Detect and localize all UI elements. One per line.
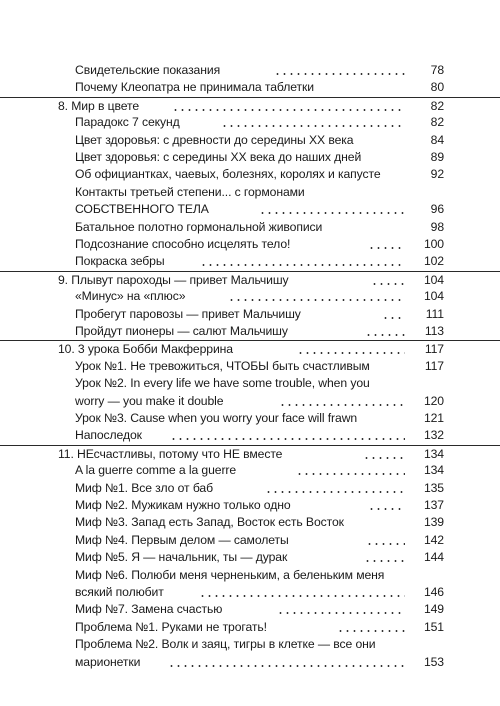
dot-leader — [259, 212, 405, 214]
page-number: 146 — [423, 584, 444, 599]
page-number: 139 — [423, 515, 444, 530]
page-number: 149 — [423, 602, 444, 617]
toc-chapter[interactable] — [0, 271, 500, 289]
entry-title: 9. Плывут пароходы — привет Мальчишу — [58, 272, 289, 287]
toc-entry[interactable] — [0, 375, 500, 410]
page-number: 134 — [423, 446, 444, 461]
toc-entry[interactable] — [0, 132, 500, 149]
entry-title: A la guerre comme a la guerre — [75, 463, 237, 478]
page-number: 144 — [423, 550, 444, 565]
entry-title: Проблема №2. Волк и заяц, тигры в клетке — все они — [75, 637, 376, 652]
toc-entry[interactable] — [0, 532, 500, 549]
entry-title: Контакты третьей степени... с гормонами — [75, 184, 305, 199]
entry-title: Цвет здоровья: с древности до середины XX века — [75, 132, 354, 147]
toc-entry[interactable] — [0, 567, 500, 602]
dot-leader — [277, 612, 405, 614]
dot-leader — [337, 630, 405, 632]
toc-entry[interactable] — [0, 79, 500, 96]
toc-entry[interactable] — [0, 480, 500, 497]
entry-title-continued: всякий полюбит — [75, 584, 164, 599]
toc-entry[interactable] — [0, 427, 500, 444]
page-number: 135 — [423, 480, 444, 495]
entry-title: Парадокс 7 секунд — [75, 115, 180, 130]
toc-entry[interactable] — [0, 114, 500, 131]
toc-entry[interactable] — [0, 166, 500, 183]
dot-leader — [364, 560, 405, 562]
page-number: 132 — [423, 428, 444, 443]
entry-title: Миф №1. Все зло от баб — [75, 480, 213, 495]
page-number: 102 — [423, 254, 444, 269]
toc-entry[interactable] — [0, 236, 500, 253]
toc-entry[interactable] — [0, 636, 500, 671]
entry-title: Покраска зебры — [75, 254, 165, 269]
page-number: 82 — [430, 115, 444, 130]
entry-title-continued: worry — you make it double — [75, 393, 224, 408]
toc-entry[interactable] — [0, 219, 500, 236]
entry-title: Урок №1. Не тревожиться, ЧТОБЫ быть счастливым — [75, 358, 370, 373]
page-number: 121 — [423, 411, 444, 425]
page-number: 104 — [423, 289, 444, 304]
dot-leader — [368, 508, 405, 510]
page-number: 151 — [423, 619, 444, 634]
toc-chapter[interactable] — [0, 340, 500, 358]
page-number: 98 — [430, 219, 444, 234]
entry-title: Об официантках, чаевых, болезнях, королях и капусте — [75, 167, 381, 182]
toc-entry[interactable] — [0, 62, 500, 79]
page-number: 113 — [424, 324, 444, 338]
page-number: 80 — [430, 80, 444, 95]
toc-entry[interactable] — [0, 323, 500, 340]
entry-title: Батальное полотно гормональной живописи — [75, 219, 323, 234]
entry-title: Напоследок — [75, 428, 142, 443]
dot-leader — [279, 404, 405, 406]
entry-title: Пробегут паровозы — привет Мальчишу — [75, 306, 301, 321]
toc-entry[interactable] — [0, 549, 500, 566]
dot-leader — [382, 317, 405, 319]
dot-leader — [366, 543, 405, 545]
toc-entry[interactable] — [0, 601, 500, 618]
toc-entry[interactable] — [0, 358, 500, 375]
entry-title: Миф №7. Замена счастью — [75, 602, 223, 617]
page-number: 84 — [430, 132, 444, 147]
dot-leader — [365, 334, 405, 336]
page-number: 111 — [425, 306, 444, 321]
toc-chapter[interactable] — [0, 445, 500, 463]
entry-title: Миф №2. Мужикам нужно только одно — [75, 498, 291, 512]
dot-leader — [170, 438, 405, 440]
page-number: 104 — [423, 272, 444, 287]
entry-title: Миф №5. Я — начальник, ты — дурак — [75, 550, 288, 565]
toc-entry[interactable] — [0, 149, 500, 166]
page-number: 153 — [423, 654, 444, 669]
toc-entry[interactable] — [0, 619, 500, 636]
page-number: 142 — [423, 532, 444, 547]
dot-leader — [363, 457, 405, 459]
toc-entry[interactable] — [0, 462, 500, 479]
page-number: 92 — [430, 167, 444, 182]
entry-title-continued: СОБСТВЕННОГО ТЕЛА — [75, 202, 209, 217]
entry-title: Почему Клеопатра не принимала таблетки — [75, 80, 314, 95]
entry-title: Миф №4. Первым делом — самолеты — [75, 532, 289, 547]
dot-leader — [221, 125, 405, 127]
page-number: 96 — [430, 202, 444, 217]
page-number: 89 — [430, 150, 444, 164]
toc-entry[interactable] — [0, 497, 500, 514]
entry-title: Проблема №1. Руками не трогать! — [75, 619, 267, 634]
page-number: 120 — [423, 393, 444, 408]
page-number: 137 — [423, 498, 444, 512]
entry-title: Пройдут пионеры — салют Мальчишу — [75, 324, 288, 338]
page-number: 117 — [424, 342, 444, 357]
entry-title: Свидетельские показания — [75, 63, 221, 77]
toc-entry[interactable] — [0, 410, 500, 427]
dot-leader — [368, 247, 405, 249]
entry-title-continued: марионетки — [75, 654, 141, 669]
dot-leader — [168, 665, 405, 667]
page-number: 100 — [423, 237, 444, 251]
dot-leader — [296, 473, 405, 475]
entry-title: Цвет здоровья: с середины XX века до наших дней — [75, 150, 362, 164]
entry-title: 10. 3 урока Бобби Макферрина — [58, 342, 233, 357]
toc-entry[interactable] — [0, 514, 500, 531]
entry-title: «Минус» на «плюс» — [75, 289, 186, 304]
entry-title: Урок №2. In every life we have some trouble, when you — [75, 376, 370, 391]
page-number: 117 — [424, 358, 444, 373]
dot-leader — [199, 595, 405, 597]
page-number: 78 — [430, 63, 444, 77]
entry-title: Урок №3. Cause when you worry your face will frawn — [75, 411, 358, 425]
dot-leader — [265, 491, 405, 493]
toc-entry[interactable] — [0, 184, 500, 219]
dot-leader — [172, 109, 405, 111]
toc-entry[interactable] — [0, 253, 500, 270]
entry-title: 8. Мир в цвете — [58, 98, 140, 113]
page-number: 134 — [423, 463, 444, 478]
entry-title: Подсознание способно исцелять тело! — [75, 237, 291, 251]
page-number: 82 — [430, 98, 444, 113]
toc-chapter[interactable] — [0, 97, 500, 115]
dot-leader — [200, 264, 405, 266]
toc-entry[interactable] — [0, 306, 500, 323]
entry-title: 11. НЕсчастливы, потому что НЕ вместе — [58, 446, 283, 461]
entry-title: Миф №3. Запад есть Запад, Восток есть Восток — [75, 515, 344, 530]
dot-leader — [297, 352, 405, 354]
dot-leader — [228, 299, 405, 301]
dot-leader — [371, 283, 405, 285]
entry-title: Миф №6. Полюби меня черненьким, а беленьким меня — [75, 567, 385, 582]
dot-leader — [274, 73, 405, 75]
toc-entry[interactable] — [0, 288, 500, 305]
